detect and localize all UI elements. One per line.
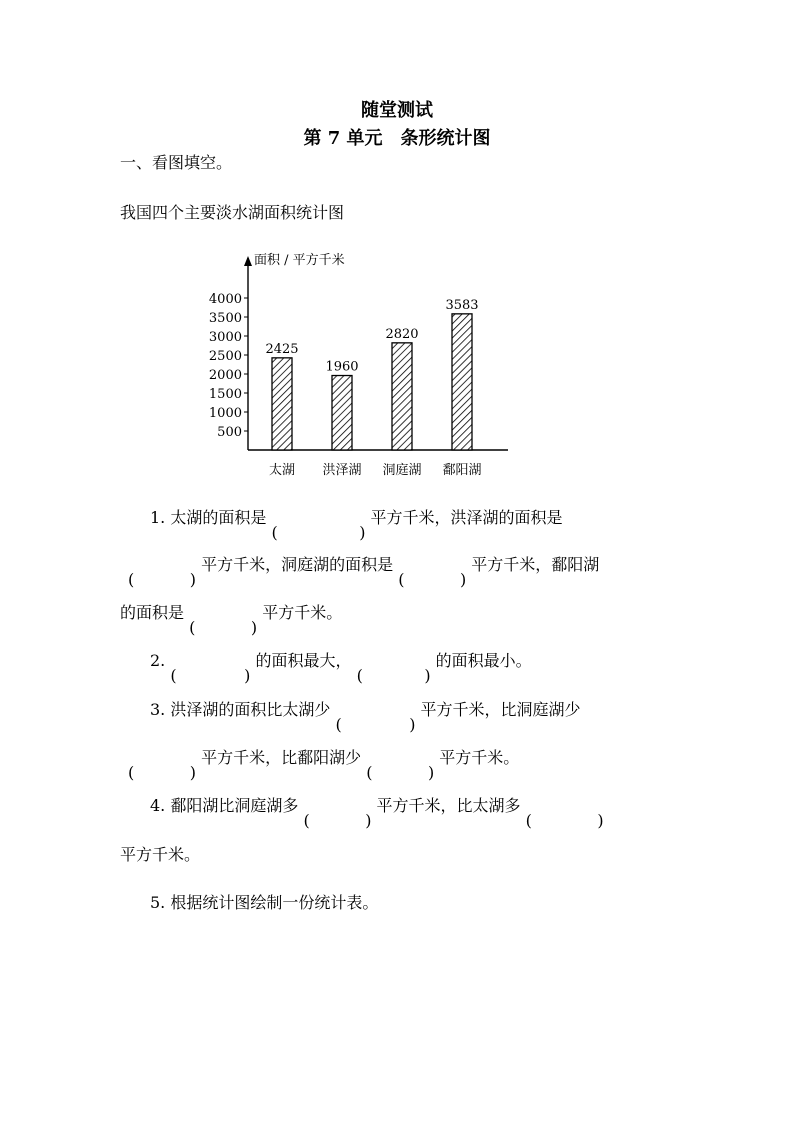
y-axis-label: 面积 / 平方千米 xyxy=(254,253,345,268)
question-1-text-f: 平方千米。 xyxy=(262,603,343,622)
question-1-text-a: 1. 太湖的面积是 xyxy=(150,508,267,527)
question-1-line-2 xyxy=(128,552,599,575)
y-tick-label: 3500 xyxy=(208,311,242,326)
question-2-text-c: 的面积最小。 xyxy=(435,651,532,670)
question-5-line-1 xyxy=(150,890,378,913)
question-1-line-1 xyxy=(150,505,563,528)
question-4-text-a: 4. 鄱阳湖比洞庭湖多 xyxy=(150,796,299,815)
question-3-line-1 xyxy=(150,697,581,720)
bar-value-label: 2425 xyxy=(265,341,299,357)
page-title: 随堂测试 xyxy=(361,100,433,121)
bar-value-label: 1960 xyxy=(325,359,359,375)
y-tick-label: 3000 xyxy=(208,330,242,345)
question-1-text-e: 的面积是 xyxy=(120,603,185,622)
question-1-text-d: 平方千米，鄱阳湖 xyxy=(471,555,600,574)
bar xyxy=(272,358,292,450)
y-tick-label: 2500 xyxy=(208,349,242,364)
x-category-label: 鄱阳湖 xyxy=(442,463,482,478)
question-4-text-c: 平方千米。 xyxy=(120,845,201,864)
section-heading: 一、看图填空。 xyxy=(120,153,233,172)
bar xyxy=(392,343,412,450)
question-3-text-c: 平方千米，比鄱阳湖少 xyxy=(201,748,362,767)
page-subtitle: 第 7 单元 条形统计图 xyxy=(303,128,491,149)
question-4-text-b: 平方千米，比太湖多 xyxy=(376,796,521,815)
bar xyxy=(452,314,472,450)
y-tick-label: 4000 xyxy=(208,292,242,307)
x-category-label: 洪泽湖 xyxy=(322,463,362,478)
y-tick-label: 500 xyxy=(217,425,242,440)
bar-value-label: 2820 xyxy=(385,326,419,342)
question-3-line-2 xyxy=(128,745,519,768)
question-2-text-b: 的面积最大， xyxy=(255,651,352,670)
question-1-text-b: 平方千米，洪泽湖的面积是 xyxy=(370,508,563,527)
question-1-line-3 xyxy=(120,600,342,623)
question-3-text-a: 3. 洪泽湖的面积比太湖少 xyxy=(150,700,331,719)
y-axis-arrow xyxy=(244,256,252,266)
bar-chart xyxy=(178,244,518,480)
bar-value-label: 3583 xyxy=(445,297,479,313)
question-2-line-1 xyxy=(150,648,532,671)
question-3-text-b: 平方千米，比洞庭湖少 xyxy=(420,700,581,719)
question-3-text-d: 平方千米。 xyxy=(439,748,520,767)
question-4-line-2 xyxy=(120,842,200,865)
bar xyxy=(332,376,352,450)
question-5-text-a: 5. 根据统计图绘制一份统计表。 xyxy=(150,893,379,912)
question-4-line-1 xyxy=(150,793,604,816)
question-1-text-c: 平方千米，洞庭湖的面积是 xyxy=(201,555,394,574)
x-category-label: 太湖 xyxy=(268,463,296,478)
y-tick-label: 1000 xyxy=(208,406,242,421)
question-2-text-a: 2. xyxy=(150,651,166,670)
y-tick-label: 1500 xyxy=(208,387,242,402)
x-category-label: 洞庭湖 xyxy=(382,463,422,478)
chart-caption: 我国四个主要淡水湖面积统计图 xyxy=(120,203,345,222)
y-tick-label: 2000 xyxy=(208,368,242,383)
